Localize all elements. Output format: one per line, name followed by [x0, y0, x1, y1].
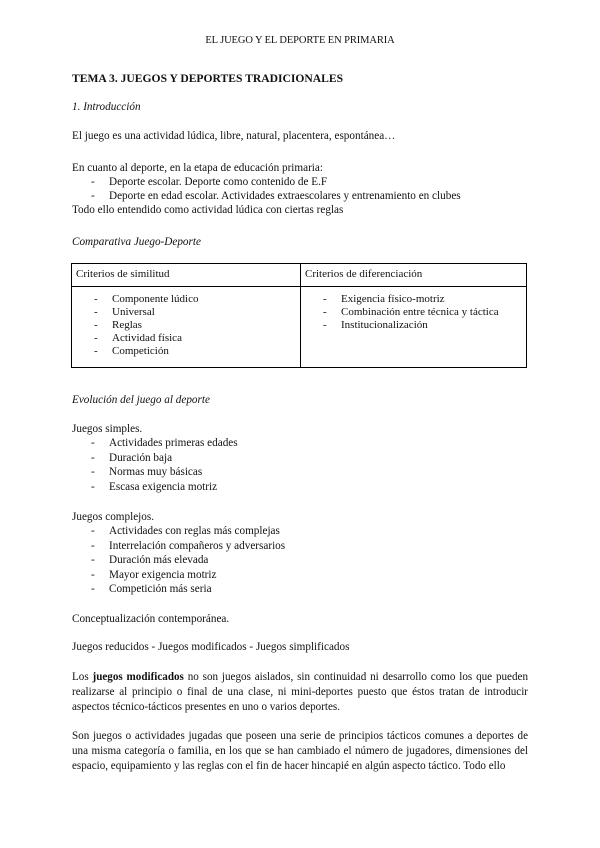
diferenciacion-cell [301, 287, 527, 368]
juegos-tipos-text: Juegos reducidos - Juegos modificados - Juegos simplificados [72, 641, 350, 653]
list-item: - Universal [94, 306, 155, 318]
comparativa-heading: Comparativa Juego-Deporte [72, 236, 201, 248]
table-header-similitud: Criterios de similitud [72, 264, 301, 287]
comparison-table [71, 263, 527, 368]
intro-paragraph-1: El juego es una actividad lúdica, libre, natural, placentera, espontánea… [72, 130, 396, 142]
list-item: - Reglas [94, 319, 142, 331]
juegos-complejos-label: Juegos complejos. [72, 511, 155, 523]
list-item: - Componente lúdico [94, 293, 199, 305]
similitud-cell [72, 287, 301, 368]
list-item: - Competición [94, 345, 169, 357]
intro-paragraph-2: En cuanto al deporte, en la etapa de educación primaria: [72, 162, 323, 174]
intro-heading: 1. Introducción [72, 101, 141, 113]
definition-paragraph: Son juegos o actividades jugadas que poseen una serie de principios tácticos comunes a deportes de una misma categoría o familia, en los que se han cambiado el número de jugadores, dimensiones del espacio, equipamiento y las reglas con el fin de hacer hincapié en algún aspecto táctico. Todo ello [72, 730, 528, 772]
intro-paragraph-3: Todo ello entendido como actividad lúdica con ciertas reglas [72, 204, 344, 216]
table-header-diferenciacion: Criterios de diferenciación [301, 264, 527, 287]
juegos-modificados-term: juegos modificados [92, 671, 184, 683]
list-item: - Institucionalización [323, 319, 428, 331]
list-item: - Combinación entre técnica y táctica [323, 306, 499, 318]
running-header: EL JUEGO Y EL DEPORTE EN PRIMARIA [205, 35, 395, 46]
juegos-modificados-paragraph: Los juegos modificados no son juegos aislados, sin continuidad ni desarrollo como los que pueden realizarse al principio o final de una clase, ni mini-deportes puesto que éstos tratan de introducir aspectos técnico-tácticos presentes en uno o varios deportes. [72, 671, 528, 713]
page-title: TEMA 3. JUEGOS Y DEPORTES TRADICIONALES [72, 72, 344, 85]
list-item: - Actividad física [94, 332, 182, 344]
evolucion-heading: Evolución del juego al deporte [72, 394, 210, 406]
juegos-simples-label: Juegos simples. [72, 423, 143, 435]
list-item: - Exigencia físico-motriz [323, 293, 445, 305]
conceptualizacion-text: Conceptualización contemporánea. [72, 613, 230, 625]
